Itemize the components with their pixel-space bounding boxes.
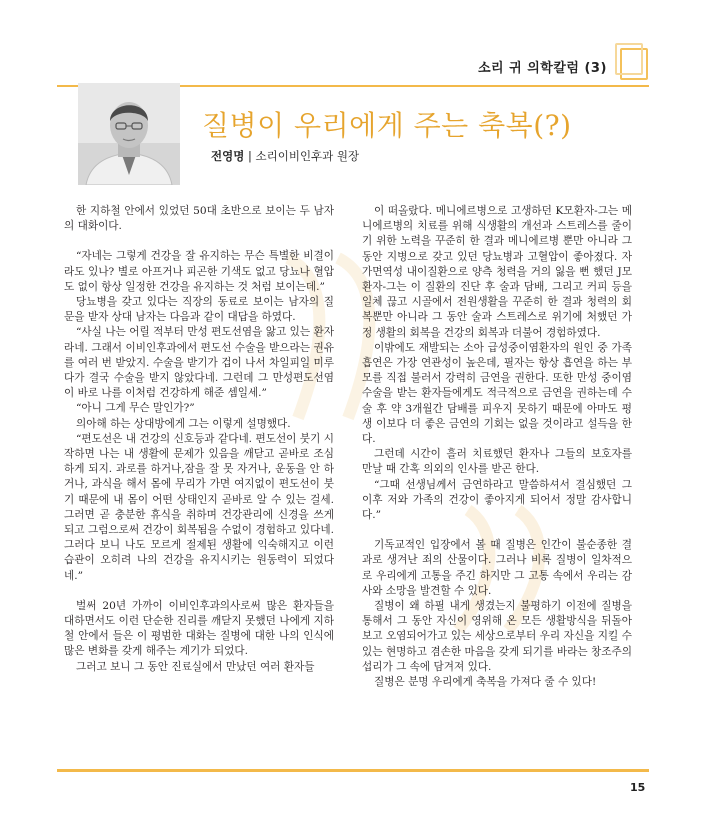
article-column-right xyxy=(362,204,632,690)
paragraph: “그때 선생님께서 금연하라고 말씀하셔서 결심했던 그 이후 저와 가족의 건강이 좋아지게 되어서 정말 감사합니다.” xyxy=(362,478,632,522)
paragraph: 이 떠올랐다. 메니에르병으로 고생하던 K모환자-그는 메니에르병의 치료를 위해 식생활의 개선과 스트레스를 줄이기 위한 노력을 꾸준히 한 결과 메니에르병 뿐만 아니라 그 동안 지병으로 갖고 있던 당뇨병과 고혈압이 좋아졌다. 자가면역성 내이질환으로 양측 청력을 거의 잃을 뻔 했던 J모 환자-그는 이 질환의 진단 후 술과 담배, 그리고 커피 등을 일체 끊고 시골에서 전원생활을 꾸준히 한 결과 청력의 회복뿐만 아니라 그 동안 술과 스트레스로 위기에 처했던 가정 생활의 회복을 건강의 회복과 더불어 경험하였다. xyxy=(362,205,632,339)
author-title: 소리이비인후과 원장 xyxy=(255,149,360,163)
paragraph: “사실 나는 어릴 적부터 만성 편도선염을 앓고 있는 환자라네. 그래서 이비인후과에서 편도선 수술을 받으라는 권유를 여러 번 받았지. 수술을 받기가 겁이 나서 차일피일 미루다가 결국 수술을 받지 않았다네. 그런데 그 만성편도선염이 바로 나를 이처럼 건강하게 해준 셈일세.” xyxy=(64,326,334,400)
article-column-left xyxy=(64,204,334,675)
paragraph: “자네는 그렇게 건강을 잘 유지하는 무슨 특별한 비결이라도 있나? 별로 아프거나 피곤한 기색도 없고 당뇨나 혈압도 없이 항상 일정한 건강을 유지하는 것 처럼 보이는데.” xyxy=(64,250,334,293)
paragraph: “편도선은 내 건강의 신호등과 같다네. 편도선이 붓기 시작하면 나는 내 생활에 문제가 있음을 깨닫고 곧바로 조심하게 되지. 과로를 하거나,잠을 잘 못 자거나, 운동을 안 하거나, 과식을 해서 몸에 무리가 가면 여지없이 편도선이 붓기 때문에 내 몸이 어떤 상태인지 곧바로 알 수 있는 걸세. 그러면 곧 충분한 휴식을 취하며 건강관리에 신경을 쓰게 되고 그럼으로써 건강이 회복됨을 수없이 경험하고 있다네. 그러다 보니 나도 모르게 절제된 생활에 익숙해지고 이런 습관이 오히려 나의 건강을 유지시키는 원동력이 되었다네.” xyxy=(64,432,334,582)
paragraph: 당뇨병을 갖고 있다는 직장의 동료로 보이는 남자의 질문을 받자 상대 남자는 다음과 같이 대답을 하였다. xyxy=(64,296,334,324)
paragraph: 기독교적인 입장에서 볼 때 질병은 인간이 불순종한 결과로 생겨난 죄의 산물이다. 그러나 비록 질병이 일차적으로 우리에게 고통을 주긴 하지만 그 고통 속에서 우리는 감사와 소망을 발견할 수 있다. xyxy=(362,539,632,597)
series-label: 소리 귀 의학칼럼 (3) xyxy=(478,61,607,76)
article-title: 질병이 우리에게 주는 축복(?) xyxy=(202,109,572,142)
paragraph: 이밖에도 재발되는 소아 급성중이염환자의 원인 중 가족 흡연은 가장 연관성이 높은데, 필자는 항상 흡연을 하는 부모를 직접 불러서 강력히 금연을 권한다. 또한 만성 중이염수술을 받는 환자들에게도 적극적으로 금연을 권하는데 수술 후 약 3개월간 담배를 피우지 못하기 때문에 아마도 평생 이보다 더 좋은 금연의 기회는 없을 것이라고 설득을 한다. xyxy=(362,341,632,446)
paragraph: 질병이 왜 하필 내게 생겼는지 불평하기 이전에 질병을 통해서 그 동안 자신이 영위해 온 모든 생활방식을 뒤돌아보고 오염되어가고 있는 세상으로부터 우리 자신을 지킬 수 있는 현명하고 겸손한 마음을 갖게 되기를 바라는 창조주의 섭리가 그 속에 담겨져 있다. xyxy=(362,600,632,673)
paragraph: 의아해 하는 상대방에게 그는 이렇게 설명했다. xyxy=(76,417,291,430)
paragraph: “아니 그게 무슨 말인가?” xyxy=(76,402,195,415)
paragraph: 질병은 분명 우리에게 축복을 가져다 줄 수 있다! xyxy=(374,676,597,689)
footer-rule xyxy=(57,769,649,772)
author-byline xyxy=(211,148,359,164)
author-portrait xyxy=(78,83,180,185)
paragraph: 한 지하철 안에서 있었던 50대 초반으로 보이는 두 남자의 대화이다. xyxy=(64,205,334,233)
paragraph: 그런데 시간이 흘러 치료했던 환자나 그들의 보호자를 만날 때 간혹 의외의 인사를 받곤 한다. xyxy=(362,448,632,476)
paragraph: 벌써 20년 가까이 이비인후과의사로써 많은 환자들을 대하면서도 이런 단순한 진리를 깨닫지 못했던 나에게 지하철 안에서 들은 이 평범한 대화는 질병에 대한 나의 인식에 많은 변화를 갖게 해주는 계기가 되었다. xyxy=(64,599,334,658)
author-name: 전영명 xyxy=(211,149,245,163)
series-emblem xyxy=(620,48,648,80)
paragraph: 그러고 보니 그 동안 진료실에서 만났던 여러 환자들 xyxy=(76,660,315,673)
byline-separator: | xyxy=(247,149,252,163)
page-number: 15 xyxy=(630,781,646,794)
